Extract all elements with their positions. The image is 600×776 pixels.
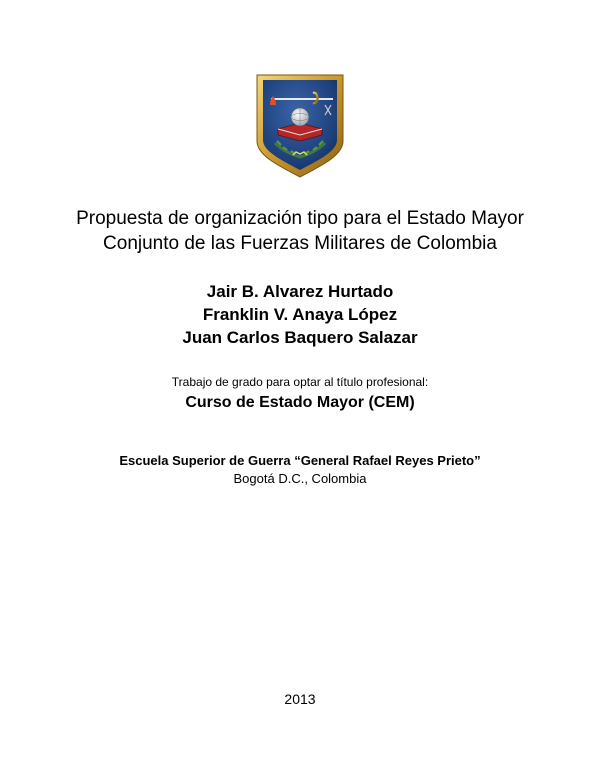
author-name: Franklin V. Anaya López	[202, 305, 398, 324]
document-title	[0, 206, 600, 256]
author-name: Jair B. Alvarez Hurtado	[206, 282, 394, 301]
title-line-2: Conjunto de las Fuerzas Militares de Colombia	[103, 233, 497, 254]
author-list	[0, 280, 600, 349]
degree-name: Curso de Estado Mayor (CEM)	[185, 394, 415, 411]
degree-intro-text: Trabajo de grado para optar al título profesional:	[171, 375, 429, 389]
institution-name: Escuela Superior de Guerra “General Rafael Reyes Prieto”	[119, 453, 481, 468]
publication-year: 2013	[284, 691, 316, 707]
institution-city: Bogotá D.C., Colombia	[233, 471, 367, 486]
shield-crest-icon	[253, 71, 347, 179]
author-name: Juan Carlos Baquero Salazar	[182, 328, 418, 347]
title-line-1: Propuesta de organización tipo para el Estado Mayor	[76, 208, 524, 229]
